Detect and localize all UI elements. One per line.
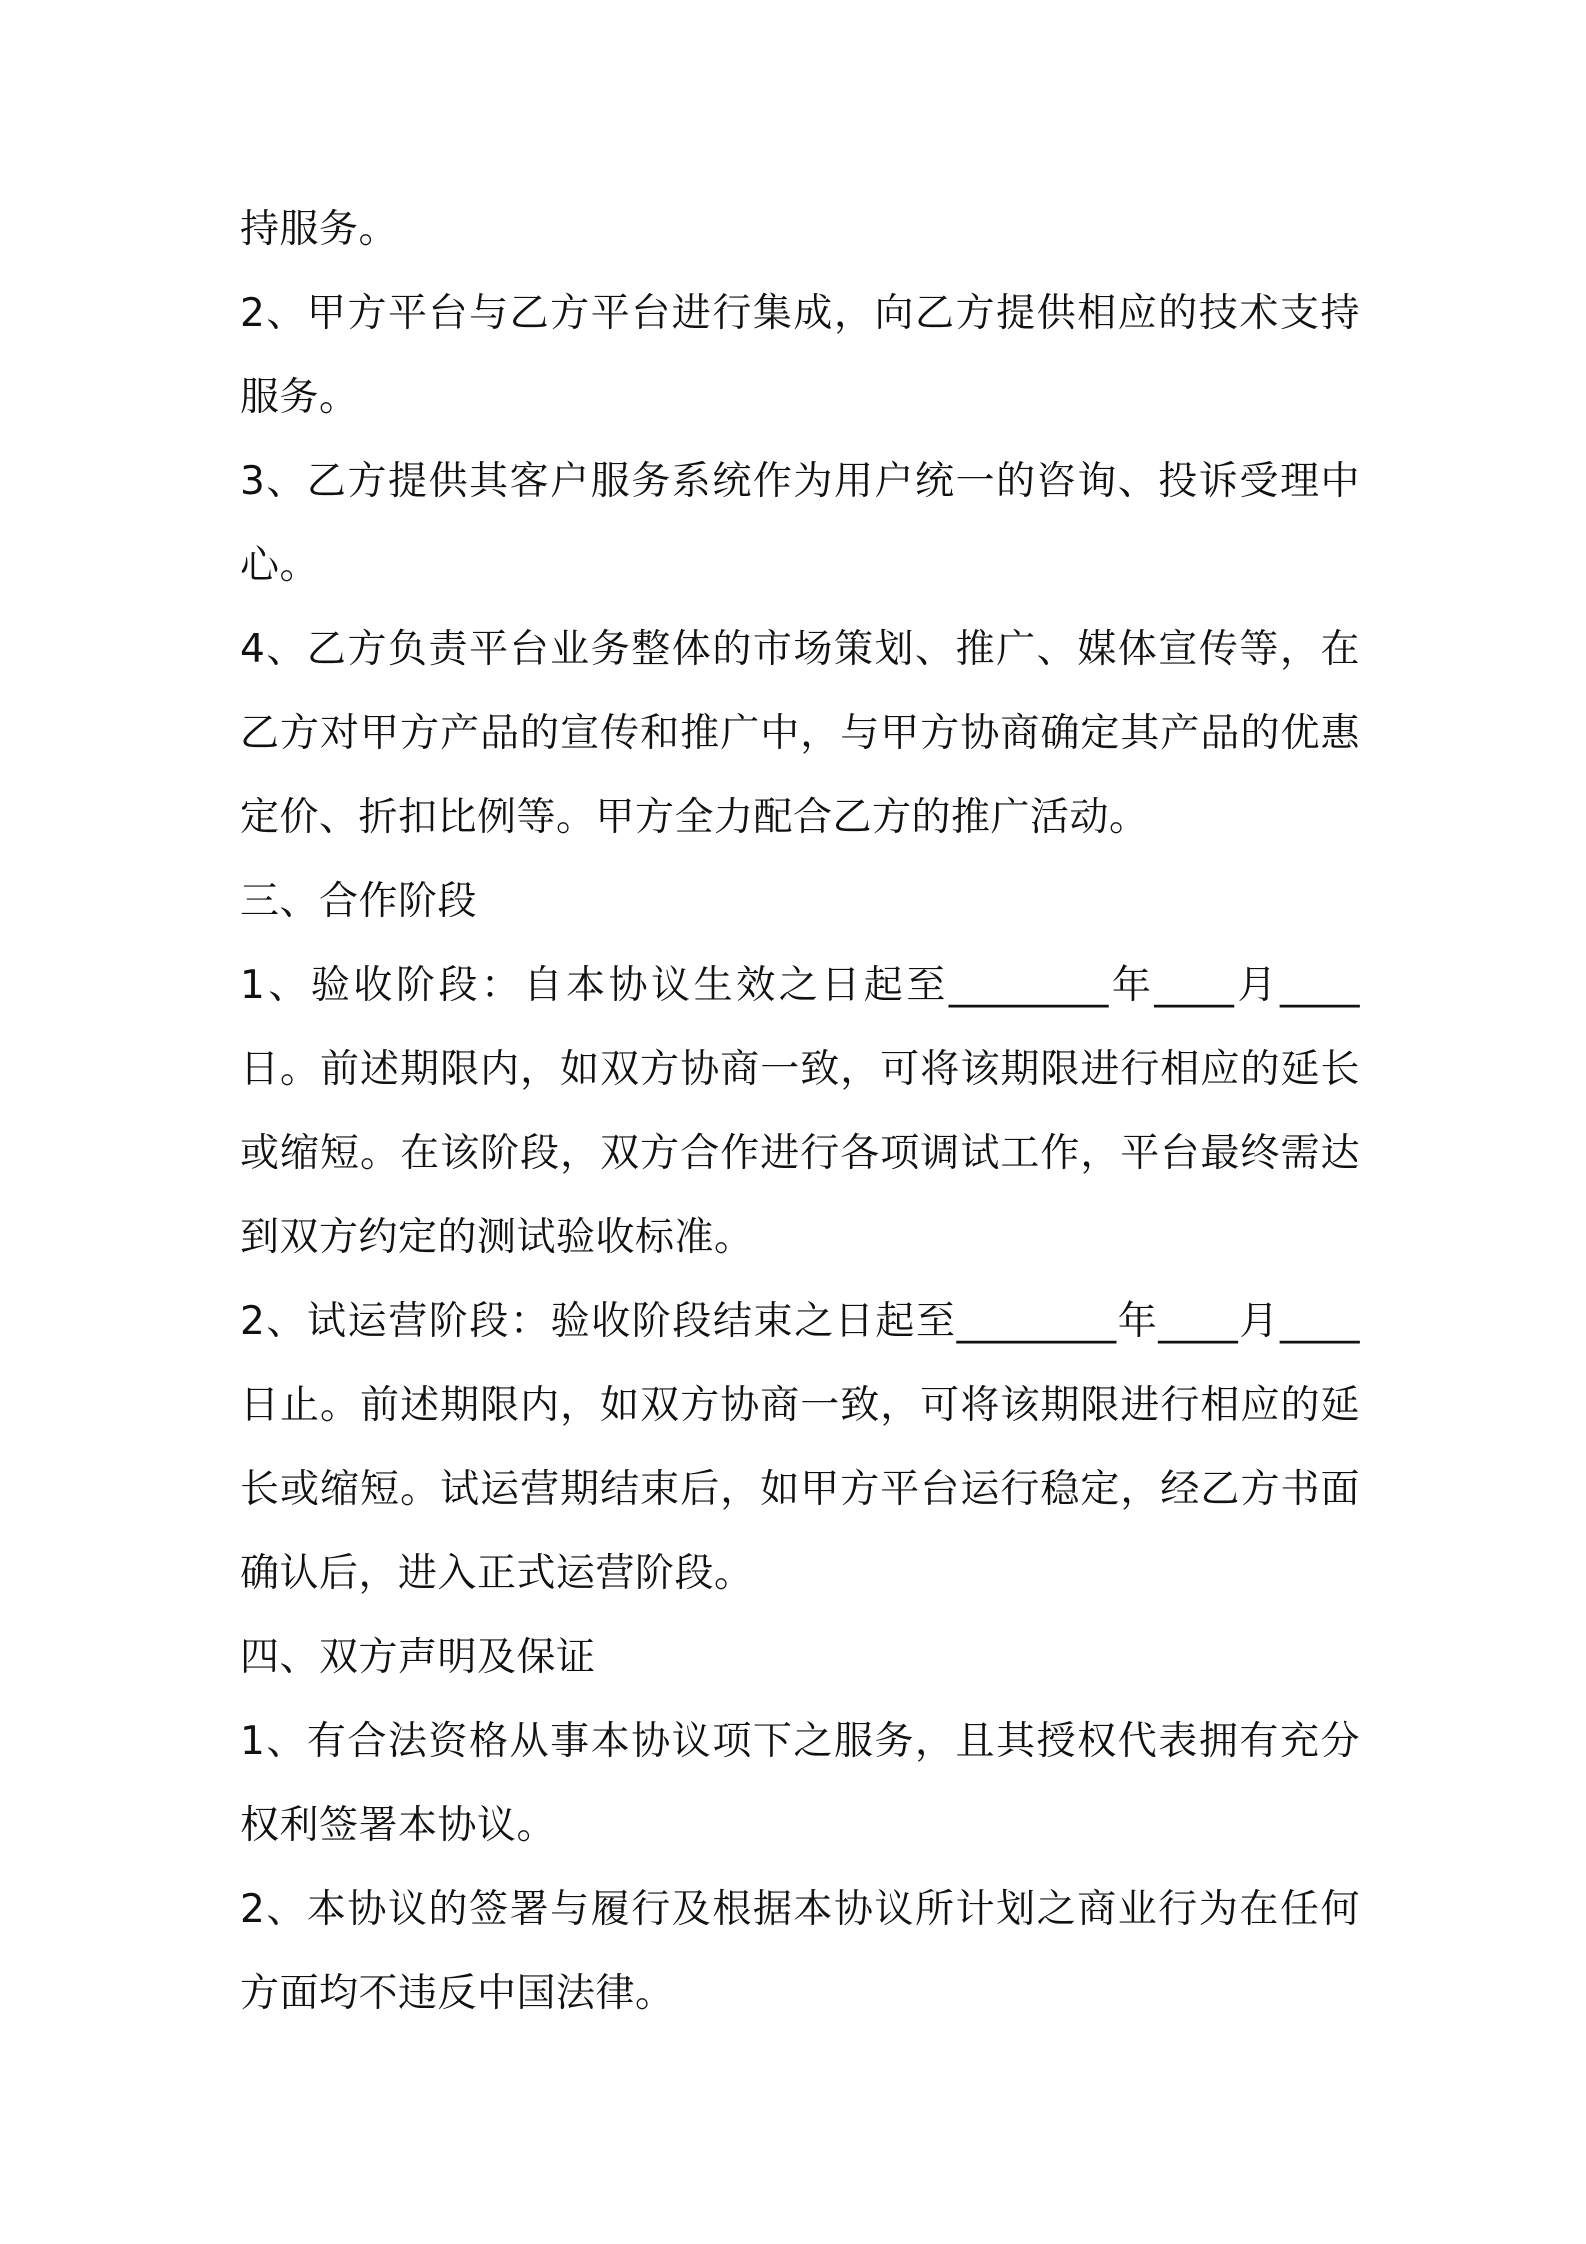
- paragraph-clause-2: 2、甲方平台与乙方平台进行集成，向乙方提供相应的技术支持服务。: [240, 291, 1360, 420]
- section-heading-declarations: 四、双方声明及保证: [240, 1635, 596, 1680]
- agreement-text: [240, 188, 1360, 2036]
- paragraph-acceptance-stage: 1、验收阶段：自本协议生效之日起至________年____月____日。前述期限内，如双方协商一致，可将该期限进行相应的延长或缩短。在该阶段，双方合作进行各项调试工作，平台最终需达到双方约定的测试验收标准。: [240, 963, 1360, 1260]
- paragraph-clause-3: 3、乙方提供其客户服务系统作为用户统一的咨询、投诉受理中心。: [240, 459, 1360, 588]
- section-heading-cooperation-stages: 三、合作阶段: [240, 879, 478, 924]
- paragraph-declaration-2: 2、本协议的签署与履行及根据本协议所计划之商业行为在任何方面均不违反中国法律。: [240, 1887, 1360, 2016]
- paragraph-clause-4: 4、乙方负责平台业务整体的市场策划、推广、媒体宣传等，在乙方对甲方产品的宣传和推广中，与甲方协商确定其产品的优惠定价、折扣比例等。甲方全力配合乙方的推广活动。: [240, 627, 1360, 840]
- paragraph-declaration-1: 1、有合法资格从事本协议项下之服务，且其授权代表拥有充分权利签署本协议。: [240, 1719, 1360, 1848]
- paragraph-service-continuation: 持服务。: [240, 207, 399, 252]
- paragraph-trial-operation-stage: 2、试运营阶段：验收阶段结束之日起至________年____月____日止。前述期限内，如双方协商一致，可将该期限进行相应的延长或缩短。试运营期结束后，如甲方平台运行稳定，经乙方书面确认后，进入正式运营阶段。: [240, 1299, 1360, 1596]
